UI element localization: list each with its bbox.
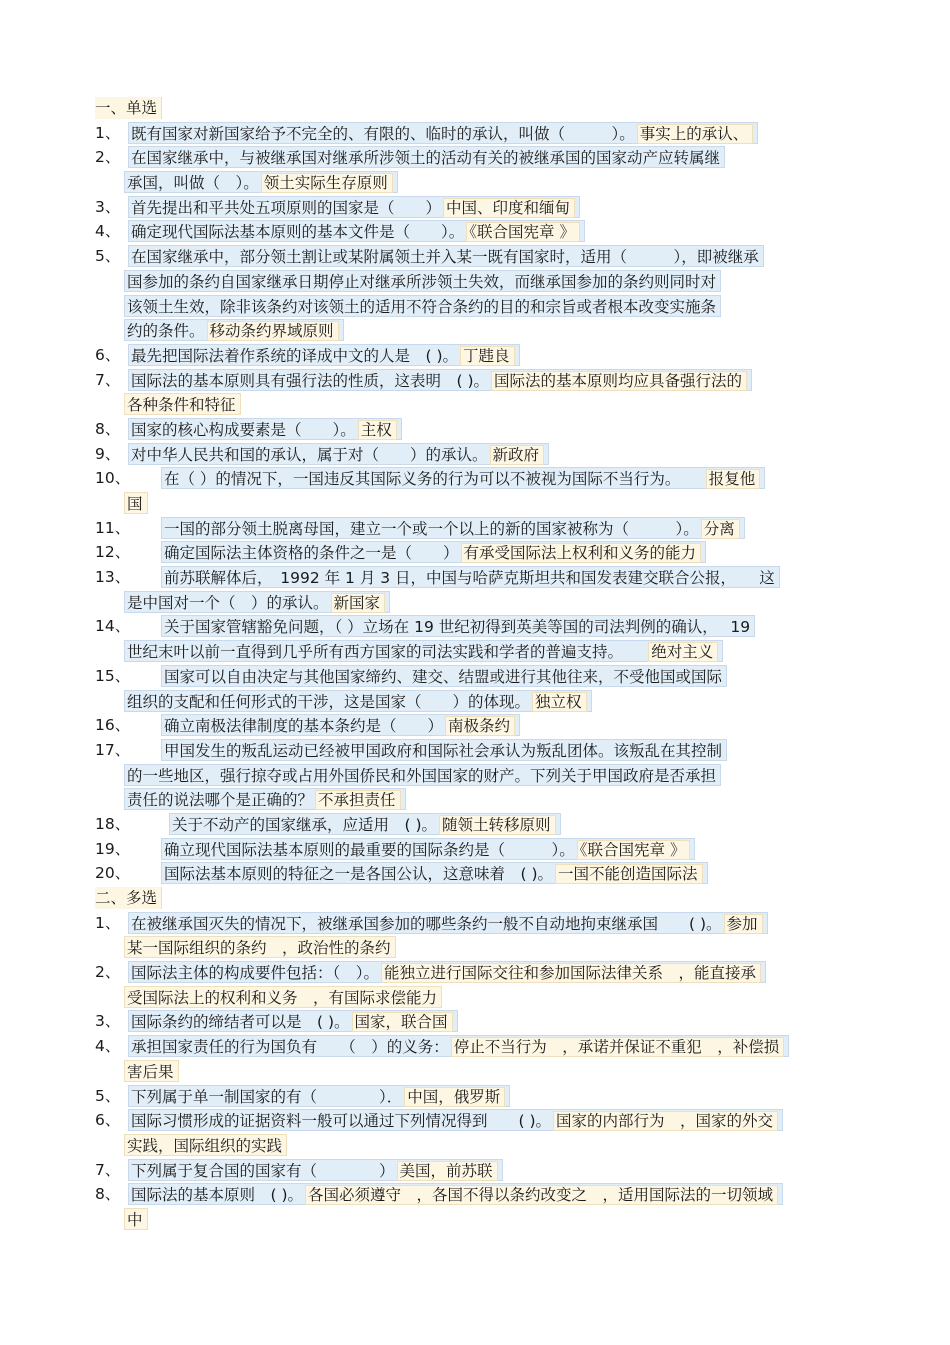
question-text: 承国，叫做（ ）。: [127, 174, 259, 193]
question-text: 关于国家管辖豁免问题，（ ）立场在 19 世纪初得到英美等国的司法判例的确认， 19: [164, 618, 751, 637]
question-text: 下列属于单一制国家的有（ ）．: [131, 1087, 403, 1106]
question-continuation: [95, 491, 855, 516]
question-number: 2、: [95, 148, 121, 167]
question-line: [95, 219, 855, 244]
question-text: 国际法基本原则的特征之一是各国公认，这意味着 ( )。: [164, 865, 554, 884]
question-number: 9、: [95, 444, 121, 463]
question-line: [95, 466, 855, 491]
question-line: [95, 614, 855, 639]
question-number: 14、: [95, 617, 131, 636]
question-number: 3、: [95, 197, 121, 216]
question-line: [95, 540, 855, 565]
question-number: 5、: [95, 1086, 121, 1105]
question-number: 3、: [95, 1012, 121, 1031]
question-number: 10、: [95, 469, 131, 488]
question-number: 17、: [95, 740, 131, 759]
question-text: 是中国对一个（ ）的承认。: [127, 593, 329, 612]
question-line: [95, 368, 855, 393]
question-line: [95, 1158, 855, 1183]
question-text: 国际习惯形成的证据资料一般可以通过下列情况得到 ( )。: [131, 1112, 552, 1131]
question-continuation: [95, 689, 855, 714]
answer-text: 国际法的基本原则均应具备强行法的: [491, 371, 747, 391]
answer-text: 国家，联合国: [352, 1012, 453, 1032]
answer-text: 有承受国际法上权利和义务的能力: [461, 543, 702, 563]
answer-text: 美国，前苏联: [397, 1161, 498, 1181]
question-text: 的一些地区，强行掠夺或占用外国侨民和外国国家的财产。下列关于甲国政府是否承担: [127, 766, 717, 785]
answer-text: 参加: [724, 914, 763, 934]
question-line: [95, 1034, 855, 1059]
question-line: [95, 713, 855, 738]
question-text: 确定现代国际法基本原则的基本文件是（ ）。: [131, 223, 465, 242]
question-text: 前苏联解体后， 1992 年 1 月 3 日，中国与哈萨克斯坦共和国发表建交联合公报， 这: [164, 569, 775, 588]
question-line: [95, 516, 855, 541]
question-number: 2、: [95, 963, 121, 982]
answer-text: 新政府: [490, 445, 545, 465]
answer-text: 中国、印度和缅甸: [443, 198, 575, 218]
question-line: [95, 121, 855, 146]
answer-text: 绝对主义: [648, 642, 718, 662]
answer-text: 报复他: [706, 469, 761, 489]
question-line: [95, 861, 855, 886]
question-line: [95, 911, 855, 936]
question-text: 甲国发生的叛乱运动已经被甲国政府和国际社会承认为叛乱团体。该叛乱在其控制: [164, 741, 723, 760]
question-number: 1、: [95, 123, 121, 142]
section-heading: [95, 96, 855, 121]
question-line: [95, 145, 855, 170]
question-number: 7、: [95, 1160, 121, 1179]
answer-text: 丁韪良: [460, 346, 515, 366]
question-text: 既有国家对新国家给予不完全的、有限的、临时的承认，叫做（ ）。: [131, 124, 635, 143]
question-line: [95, 1182, 855, 1207]
question-continuation: [95, 170, 855, 195]
question-text: 下列属于复合国的国家有（ ）: [131, 1161, 395, 1180]
question-text: 约的条件。: [127, 322, 205, 341]
question-continuation: [95, 1133, 855, 1158]
question-text: 在国家继承中，部分领土割让或某附属领土并入某一既有国家时，适用（ ），即被继承: [131, 248, 759, 267]
question-line: [95, 812, 855, 837]
answer-text: 《联合国宪章 》: [577, 840, 691, 860]
answer-text: 停止不当行为 ，承诺并保证不重犯 ，补偿损: [451, 1037, 785, 1057]
question-text: 责任的说法哪个是正确的？: [127, 791, 314, 810]
question-continuation: [95, 294, 855, 319]
answer-text: 分离: [701, 519, 740, 539]
question-line: [95, 1108, 855, 1133]
question-continuation: [95, 787, 855, 812]
question-text: 对中华人民共和国的承认，属于对（ ）的承认。: [131, 445, 488, 464]
question-line: [95, 960, 855, 985]
answer-text: 不承担责任: [315, 790, 401, 810]
question-text: 国家的核心构成要素是（ ）。: [131, 420, 356, 439]
question-text: 一国的部分领土脱离母国，建立一个或一个以上的新的国家被称为（ ）。: [164, 519, 699, 538]
question-number: 18、: [95, 814, 131, 833]
question-text: 国际法的基本原则具有强行法的性质，这表明 ( )。: [131, 371, 490, 390]
question-line: [95, 442, 855, 467]
answer-text: 害后果: [124, 1060, 179, 1082]
question-text: 最先把国际法着作系统的译成中文的人是 ( )。: [131, 346, 459, 365]
answer-text: 主权: [358, 420, 397, 440]
question-continuation: [95, 1207, 855, 1232]
question-text: 承担国家责任的行为国负有 （ ）的义务：: [131, 1038, 449, 1057]
question-continuation: [95, 590, 855, 615]
question-number: 5、: [95, 247, 121, 266]
question-line: [95, 343, 855, 368]
answer-text: 《联合国宪章 》: [466, 222, 580, 242]
question-text: 国参加的条约自国家继承日期停止对继承所涉领土失效，而继承国参加的条约则同时对: [127, 272, 717, 291]
answer-text: 国: [124, 492, 148, 514]
question-number: 1、: [95, 913, 121, 932]
question-text: 国际法的基本原则 ( )。: [131, 1186, 304, 1205]
question-number: 12、: [95, 543, 131, 562]
answer-text: 国家的内部行为 ，国家的外交: [553, 1111, 778, 1131]
question-number: 8、: [95, 1185, 121, 1204]
question-continuation: [95, 269, 855, 294]
question-line: [95, 244, 855, 269]
answer-text: 中国，俄罗斯: [404, 1087, 505, 1107]
question-text: 在（ ）的情况下，一国违反其国际义务的行为可以不被视为国际不当行为。: [164, 470, 704, 489]
answer-text: 独立权: [532, 692, 587, 712]
question-continuation: [95, 639, 855, 664]
answer-text: 实践，国际组织的实践: [124, 1134, 287, 1156]
answer-text: 能独立进行国际交往和参加国际法律关系 ，能直接承: [381, 963, 761, 983]
answer-text: 受国际法上的权利和义务 ，有国际求偿能力: [124, 986, 442, 1008]
question-number: 8、: [95, 419, 121, 438]
answer-text: 随领土转移原则: [439, 815, 556, 835]
question-number: 20、: [95, 864, 131, 883]
answer-text: 南极条约: [445, 716, 515, 736]
question-number: 16、: [95, 716, 131, 735]
question-text: 国际条约的缔结者可以是 ( )。: [131, 1013, 350, 1032]
answer-text: 中: [124, 1208, 148, 1230]
question-line: [95, 837, 855, 862]
question-line: [95, 1009, 855, 1034]
question-text: 国家可以自由决定与其他国家缔约、建交、结盟或进行其他往来，不受他国或国际: [164, 667, 723, 686]
question-line: [95, 565, 855, 590]
question-continuation: [95, 1059, 855, 1084]
question-continuation: [95, 763, 855, 788]
question-line: [95, 738, 855, 763]
exam-document: [95, 96, 855, 1232]
question-text: 在被继承国灭失的情况下，被继承国参加的哪些条约一般不自动地拘束继承国 ( )。: [131, 914, 722, 933]
answer-text: 某一国际组织的条约 ，政治性的条约: [124, 936, 396, 958]
question-text: 该领土生效，除非该条约对该领土的适用不符合条约的目的和宗旨或者根本改变实施条: [127, 297, 717, 316]
question-text: 首先提出和平共处五项原则的国家是（ ）: [131, 198, 442, 217]
question-number: 11、: [95, 518, 131, 537]
question-continuation: [95, 985, 855, 1010]
question-continuation: [95, 392, 855, 417]
question-text: 确立南极法律制度的基本条约是（ ）: [164, 717, 444, 736]
question-number: 4、: [95, 222, 121, 241]
question-text: 世纪末叶以前一直得到几乎所有西方国家的司法实践和学者的普遍支持。: [127, 643, 647, 662]
question-number: 6、: [95, 1111, 121, 1130]
question-number: 4、: [95, 1037, 121, 1056]
question-line: [95, 195, 855, 220]
answer-text: 事实上的承认、: [637, 124, 754, 144]
answer-text: 一国不能创造国际法: [555, 864, 703, 884]
question-text: 确定国际法主体资格的条件之一是（ ）: [164, 544, 459, 563]
question-line: [95, 417, 855, 442]
question-continuation: [95, 318, 855, 343]
question-continuation: [95, 935, 855, 960]
question-text: 确立现代国际法基本原则的最重要的国际条约是（ ）。: [164, 840, 575, 859]
section-title: 一、单选: [95, 97, 162, 119]
question-text: 组织的支配和任何形式的干涉，这是国家（ ）的体现。: [127, 692, 531, 711]
question-number: 6、: [95, 345, 121, 364]
section-title: 二、多选: [95, 887, 162, 909]
section-heading: [95, 886, 855, 911]
question-text: 在国家继承中，与被继承国对继承所涉领土的活动有关的被继承国的国家动产应转属继: [131, 149, 721, 168]
answer-text: 各国必须遵守 ，各国不得以条约改变之 ，适用国际法的一切领域: [305, 1185, 778, 1205]
answer-text: 领土实际生存原则: [261, 173, 393, 193]
question-number: 7、: [95, 370, 121, 389]
answer-text: 各种条件和特征: [124, 393, 241, 415]
question-text: 国际法主体的构成要件包括：（ ）。: [131, 964, 380, 983]
answer-text: 移动条约界域原则: [207, 321, 339, 341]
question-number: 13、: [95, 568, 131, 587]
question-text: 关于不动产的国家继承，应适用 ( )。: [172, 815, 438, 834]
answer-text: 新国家: [331, 593, 386, 613]
question-number: 19、: [95, 839, 131, 858]
question-line: [95, 1084, 855, 1109]
question-line: [95, 664, 855, 689]
question-number: 15、: [95, 666, 131, 685]
